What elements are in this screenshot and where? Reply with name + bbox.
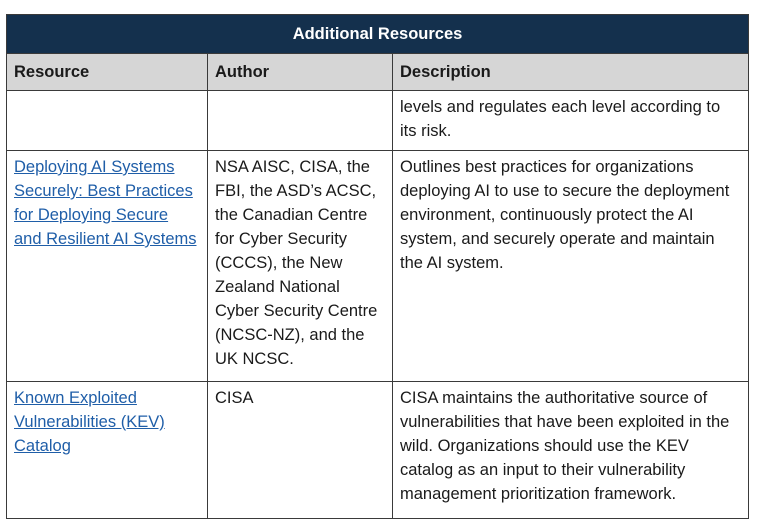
author-cell (208, 91, 393, 150)
additional-resources-table (6, 14, 749, 519)
resource-link-deploying-ai-systems[interactable]: Deploying AI Systems Securely: Best Practices for Deploying Secure and Resilient AI Systems (14, 158, 197, 248)
table-row (7, 382, 748, 518)
resource-cell (7, 151, 208, 381)
description-cell: Outlines best practices for organizations deploying AI to use to secure the deployment environment, continuously protect the AI system, and securely operate and maintain the AI system. (400, 158, 730, 272)
table-row (7, 151, 748, 382)
resource-link-kev-catalog[interactable]: Known Exploited Vulnerabilities (KEV) Catalog (14, 389, 165, 455)
header-resource: Resource (7, 54, 208, 90)
table-title: Additional Resources (7, 15, 748, 54)
description-cell: CISA maintains the authoritative source of vulnerabilities that have been exploited in the wild. Organizations should use the KEV catalog as an input to their vulnerability management prioritization framework. (400, 389, 730, 503)
header-author: Author (208, 54, 393, 90)
author-cell: NSA AISC, CISA, the FBI, the ASD’s ACSC, the Canadian Centre for Cyber Security (CCCS), the New Zealand National Cyber Security Centre (NCSC-NZ), and the UK NCSC. (208, 151, 393, 381)
resource-cell (7, 382, 208, 518)
table-header-row (7, 54, 748, 91)
header-description: Description (400, 63, 491, 81)
description-cell: levels and regulates each level according to its risk. (400, 98, 721, 140)
author-cell: CISA (208, 382, 393, 518)
table-row (7, 91, 748, 151)
resource-cell (7, 91, 208, 150)
